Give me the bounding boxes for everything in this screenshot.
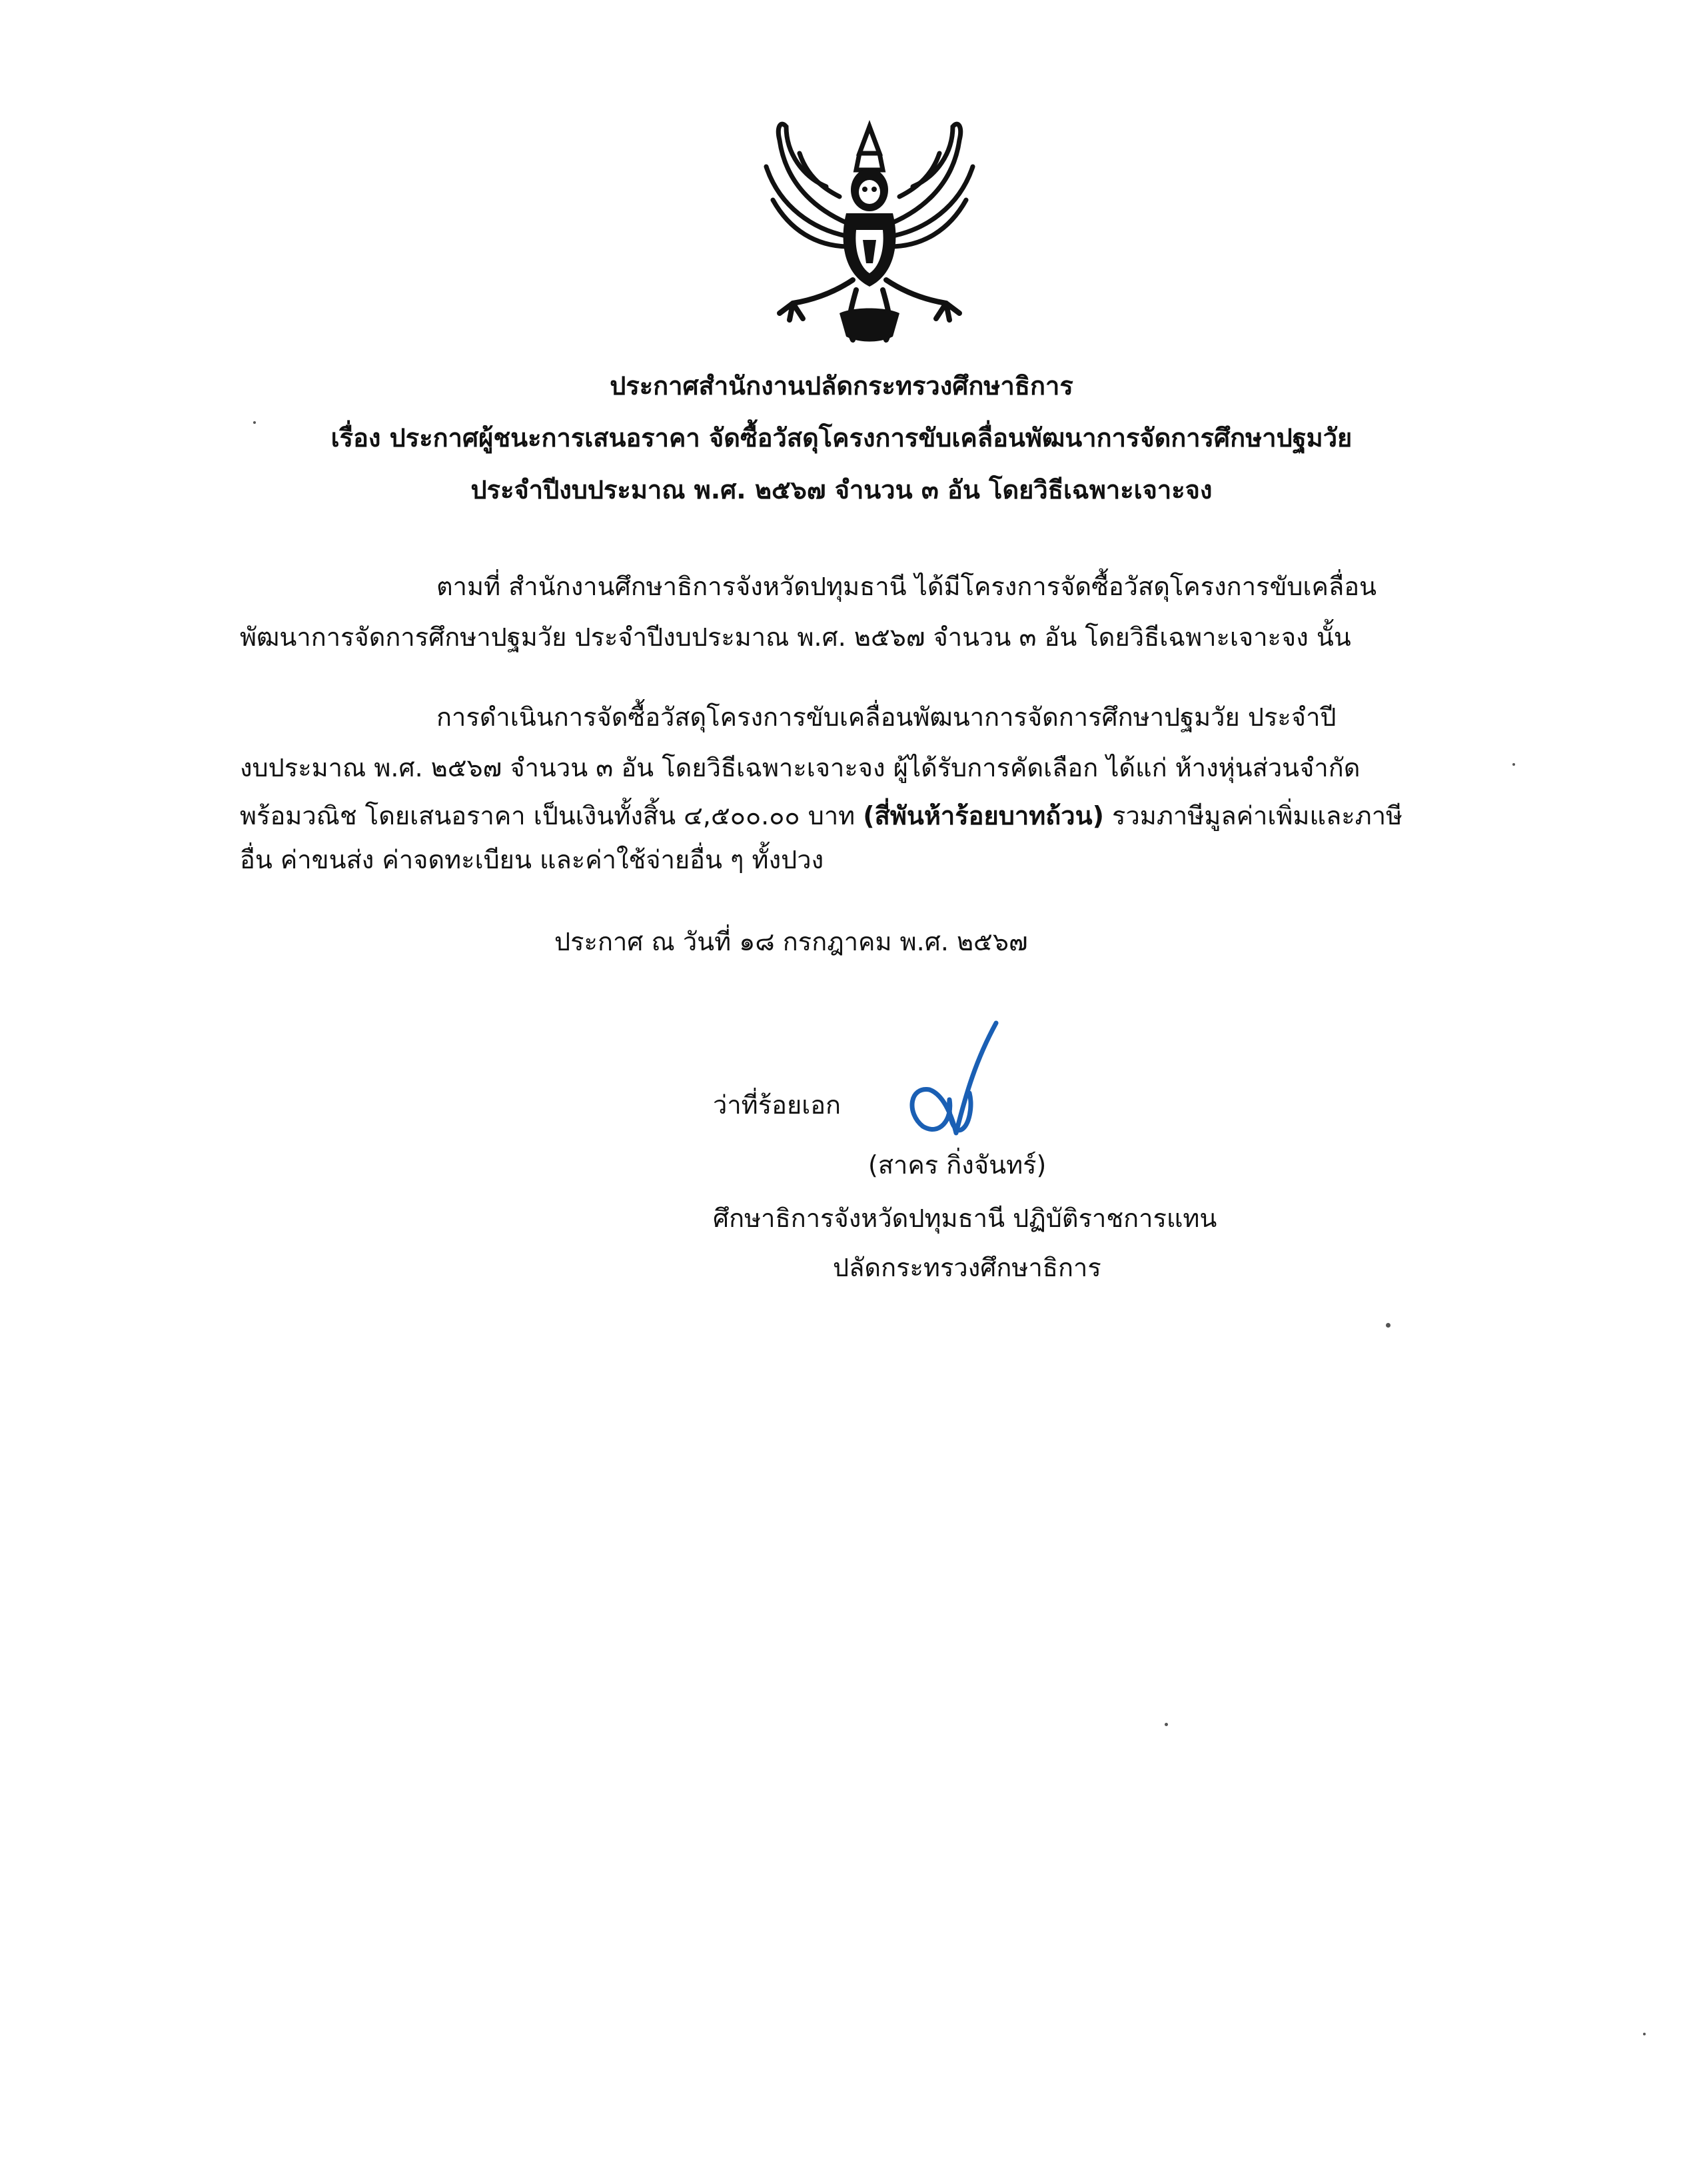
bid-amount-words: (สี่พันห้าร้อยบาทถ้วน) — [863, 801, 1104, 830]
scan-speck — [1386, 1323, 1391, 1328]
document-subject-line2: ประจำปีงบประมาณ พ.ศ. ๒๕๖๗ จำนวน ๓ อัน โดยวิธีเฉพาะเจาะจง — [470, 475, 1213, 505]
paragraph-2-line-3 — [240, 797, 1402, 834]
paragraph-1-line-1: ตามที่ สำนักงานศึกษาธิการจังหวัดปทุมธานี ได้มีโครงการจัดซื้อวัสดุโครงการขับเคลื่อน — [436, 572, 1377, 601]
document-title: ประกาศสำนักงานปลัดกระทรวงศึกษาธิการ — [610, 371, 1073, 401]
signatory-position-line-2: ปลัดกระทรวงศึกษาธิการ — [833, 1253, 1101, 1282]
document-subject: เรื่อง ประกาศผู้ชนะการเสนอราคา จัดซื้อวัสดุโครงการขับเคลื่อนพัฒนาการจัดการศึกษาปฐมวัย — [330, 423, 1353, 453]
signatory-rank: ว่าที่ร้อยเอก — [713, 1090, 842, 1120]
scan-speck — [1512, 763, 1515, 766]
garuda-emblem-icon — [740, 113, 999, 353]
paragraph-2-line-4: อื่น ค่าขนส่ง ค่าจดทะเบียน และค่าใช้จ่ายอื่น ๆ ทั้งปวง — [240, 845, 824, 874]
scan-speck — [253, 421, 256, 424]
scan-speck — [1165, 1723, 1168, 1726]
signatory-name: (สาคร กิ่งจันทร์) — [868, 1150, 1047, 1180]
signatory-position-line-1: ศึกษาธิการจังหวัดปทุมธานี ปฏิบัติราชการแทน — [713, 1204, 1217, 1233]
paragraph-1-line-2: พัฒนาการจัดการศึกษาปฐมวัย ประจำปีงบประมาณ พ.ศ. ๒๕๖๗ จำนวน ๓ อัน โดยวิธีเฉพาะเจาะจง นั้น — [240, 622, 1351, 652]
paragraph-2-line-1: การดำเนินการจัดซื้อวัสดุโครงการขับเคลื่อนพัฒนาการจัดการศึกษาปฐมวัย ประจำปี — [436, 702, 1337, 732]
handwritten-signature — [903, 1020, 1003, 1166]
paragraph-2-line-2: งบประมาณ พ.ศ. ๒๕๖๗ จำนวน ๓ อัน โดยวิธีเฉพาะเจาะจง ผู้ได้รับการคัดเลือก ได้แก่ ห้างหุ่นส่วนจำกัด — [240, 753, 1361, 782]
scan-speck — [1643, 2033, 1646, 2035]
announcement-date: ประกาศ ณ วันที่ ๑๘ กรกฎาคม พ.ศ. ๒๕๖๗ — [554, 927, 1028, 956]
title-block — [200, 360, 1483, 516]
tax-inclusion-text: รวมภาษีมูลค่าเพิ่มและภาษี — [1103, 801, 1403, 830]
bid-amount-text: พร้อมวณิช โดยเสนอราคา เป็นเงินทั้งสิ้น ๔,๕๐๐.๐๐ บาท — [240, 801, 863, 830]
